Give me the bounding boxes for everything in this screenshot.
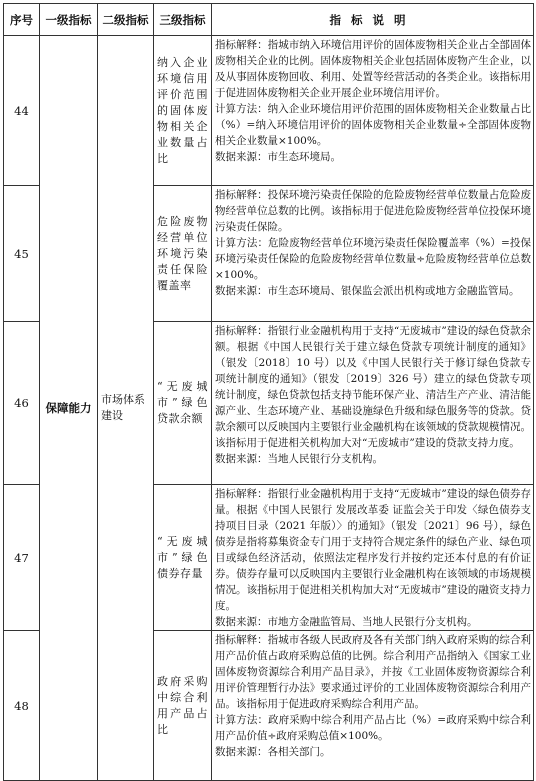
description-paragraph: 数据来源：市生态环境局。 xyxy=(215,151,341,163)
indicator-description xyxy=(212,322,534,485)
description-paragraph: 数据来源：各相关部门。 xyxy=(215,746,331,758)
description-paragraph: 指标解释：指城市纳入环境信用评价的固体废物相关企业占全部固体废物相关企业的比例。固体废物相关企业包括固体废物产生企业，以及从事固体废物回收、利用、处置等经营活动的各类企业。该指标用于促进固体废物相关企业开展企业环境信用评价。 xyxy=(215,39,531,99)
header-level2-indicator: 二级指标 xyxy=(98,4,154,36)
description-paragraph: 计算方法：危险废物经营单位环境污染责任保险覆盖率（%）=投保环境污染责任保险的危险废物经营单位数量÷危险废物经营单位总数×100%。 xyxy=(215,237,531,281)
level3-indicator: 危险废物经营单位环境污染责任保险覆盖率 xyxy=(154,186,212,322)
table-header-row xyxy=(4,4,534,36)
level1-indicator: 保障能力 xyxy=(40,36,98,781)
description-paragraph: 指标解释：投保环境污染责任保险的危险废物经营单位数量占危险废物经营单位总数的比例。该指标用于促进危险废物经营单位投保环境污染责任保险。 xyxy=(215,189,531,233)
header-level1-indicator: 一级指标 xyxy=(40,4,98,36)
indicator-description xyxy=(212,485,534,631)
description-paragraph: 计算方法：政府采购中综合利用产品占比（%）=政府采购中综合利用产品价值÷政府采购总值×100%。 xyxy=(215,714,531,742)
row-number: 48 xyxy=(4,631,40,781)
row-number: 47 xyxy=(4,485,40,631)
table-row xyxy=(4,36,534,186)
description-paragraph: 指标解释：指银行业金融机构用于支持“无废城市”建设的绿色债券存量。根据《中国人民银行 发展改革委 证监会关于印发〈绿色债券支持项目目录（2021 年版）〉的通知》（银发〔2021〕96 号），绿色债券是指将募集资金专门用于支持符合规定条件的绿色产业、绿色项目或绿色经济活动，依照法定程序发行并按约定还本付息的有价证券。债券存量可以反映国内主要银行业金融机构在该领域的市场规模情况。该指标用于促进相关机构加大对“无废城市”建设的融资支持力度。 xyxy=(215,488,531,612)
description-paragraph: 数据来源：市地方金融监管局、当地人民银行分支机构。 xyxy=(215,616,478,628)
indicator-description xyxy=(212,186,534,322)
indicator-table xyxy=(3,3,534,781)
row-number: 45 xyxy=(4,186,40,322)
description-paragraph: 指标解释：指城市各级人民政府及各有关部门纳入政府采购的综合利用产品价值占政府采购总值的比例。综合利用产品指纳入《国家工业固体废物资源综合利用产品目录》，并按《工业固体废物资源综合利用评价管理暂行办法》要求通过评价的工业固体废物资源综合利用产品。该指标用于促进政府采购综合利用产品。 xyxy=(215,634,531,710)
header-serial-number: 序号 xyxy=(4,4,40,36)
description-paragraph: 数据来源：当地人民银行分支机构。 xyxy=(215,453,383,465)
description-paragraph: 计算方法：纳入企业环境信用评价范围的固体废物相关企业数量占比（%）=纳入环境信用评价的固体废物相关企业数量÷全部固体废物相关企业数量×100%。 xyxy=(215,103,531,147)
row-number: 46 xyxy=(4,322,40,485)
level2-indicator: 市场体系建设 xyxy=(98,36,154,781)
level3-indicator: “无废城市”绿色债券存量 xyxy=(154,485,212,631)
description-paragraph: 数据来源：市生态环境局、银保监会派出机构或地方金融监管局。 xyxy=(215,285,520,297)
row-number: 44 xyxy=(4,36,40,186)
level3-indicator: “无废城市”绿色贷款余额 xyxy=(154,322,212,485)
header-level3-indicator: 三级指标 xyxy=(154,4,212,36)
indicator-description xyxy=(212,631,534,781)
level3-indicator: 政府采购中综合利用产品占比 xyxy=(154,631,212,781)
description-paragraph: 指标解释：指银行业金融机构用于支持“无废城市”建设的绿色贷款余额。根据《中国人民银行关于建立绿色贷款专项统计制度的通知》（银发〔2018〕10 号）以及《中国人民银行关于修订绿色贷款专项统计制度的通知》（银发〔2019〕326 号）建立的绿色贷款专项统计制度，绿色贷款包括支持节能环保产业、清洁生产产业、清洁能源产业、生态环境产业、基础设施绿色升级和绿色服务等的贷款。贷款余额可以反映国内主要银行业金融机构在该领域的贷款规模情况。该指标用于促进相关机构加大对“无废城市”建设的贷款支持力度。 xyxy=(215,325,531,449)
header-indicator-description: 指标说明 xyxy=(212,4,534,36)
indicator-description xyxy=(212,36,534,186)
level3-indicator: 纳入企业环境信用评价范围的固体废物相关企业数量占比 xyxy=(154,36,212,186)
